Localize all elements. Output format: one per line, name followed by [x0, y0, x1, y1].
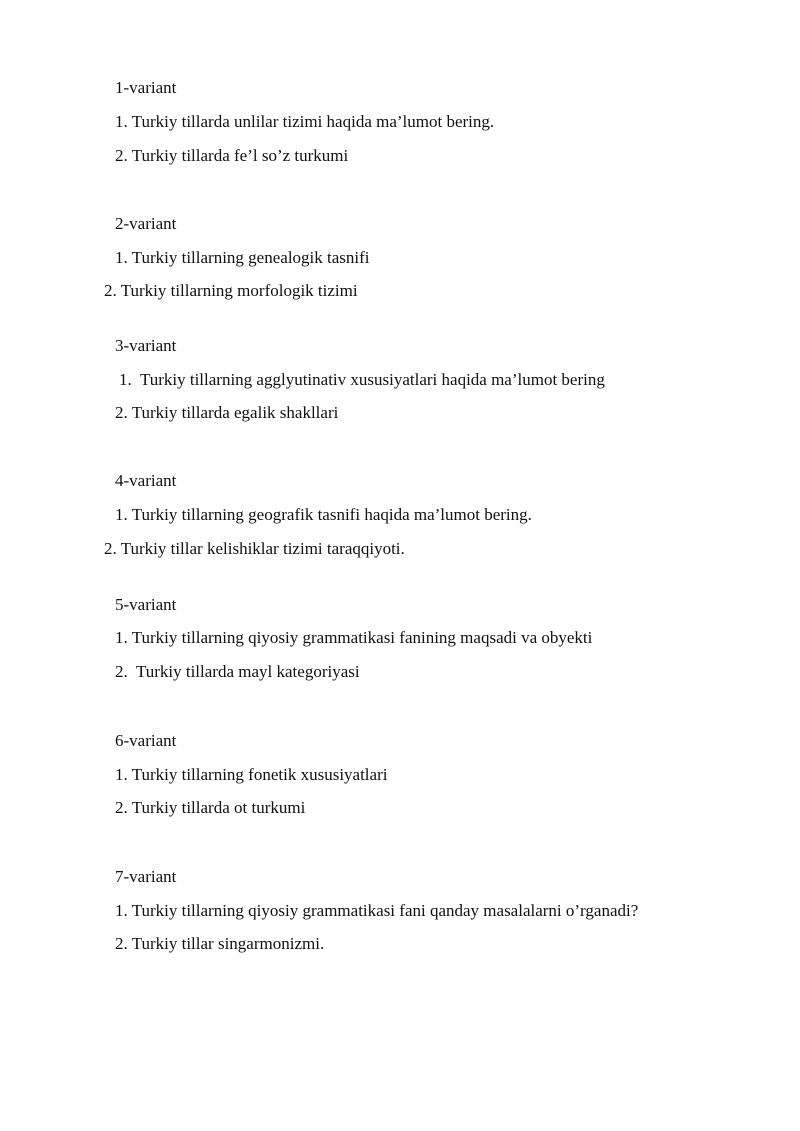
question-item: 1. Turkiy tillarning qiyosiy grammatikasi fani qanday masalalarni o’rganadi?	[115, 901, 639, 920]
variant-title: 5-variant	[115, 595, 177, 614]
question-item: 2. Turkiy tillar singarmonizmi.	[115, 934, 325, 953]
question-item: 1. Turkiy tillarning geografik tasnifi haqida ma’lumot bering.	[115, 505, 532, 524]
question-item: 2. Turkiy tillarda egalik shakllari	[115, 403, 339, 422]
variant-title: 2-variant	[115, 214, 177, 233]
question-item: 2. Turkiy tillarda ot turkumi	[115, 798, 306, 817]
question-item: 1. Turkiy tillarning fonetik xususiyatlari	[115, 765, 388, 784]
question-item: 2. Turkiy tillarda mayl kategoriyasi	[115, 662, 360, 681]
question-item: 1. Turkiy tillarning agglyutinativ xususiyatlari haqida ma’lumot bering	[119, 370, 605, 389]
variant-title: 1-variant	[115, 78, 177, 97]
question-item: 1. Turkiy tillarning genealogik tasnifi	[115, 248, 370, 267]
variant-title: 3-variant	[115, 336, 177, 355]
question-item: 1. Turkiy tillarda unlilar tizimi haqida ma’lumot bering.	[115, 112, 495, 131]
question-item: 2. Turkiy tillar kelishiklar tizimi taraqqiyoti.	[104, 539, 405, 558]
variant-title: 7-variant	[115, 867, 177, 886]
question-item: 2. Turkiy tillarda fe’l so’z turkumi	[115, 146, 349, 165]
question-item: 1. Turkiy tillarning qiyosiy grammatikasi fanining maqsadi va obyekti	[115, 628, 593, 647]
variant-title: 6-variant	[115, 731, 177, 750]
question-item: 2. Turkiy tillarning morfologik tizimi	[104, 281, 358, 300]
variant-title: 4-variant	[115, 471, 177, 490]
